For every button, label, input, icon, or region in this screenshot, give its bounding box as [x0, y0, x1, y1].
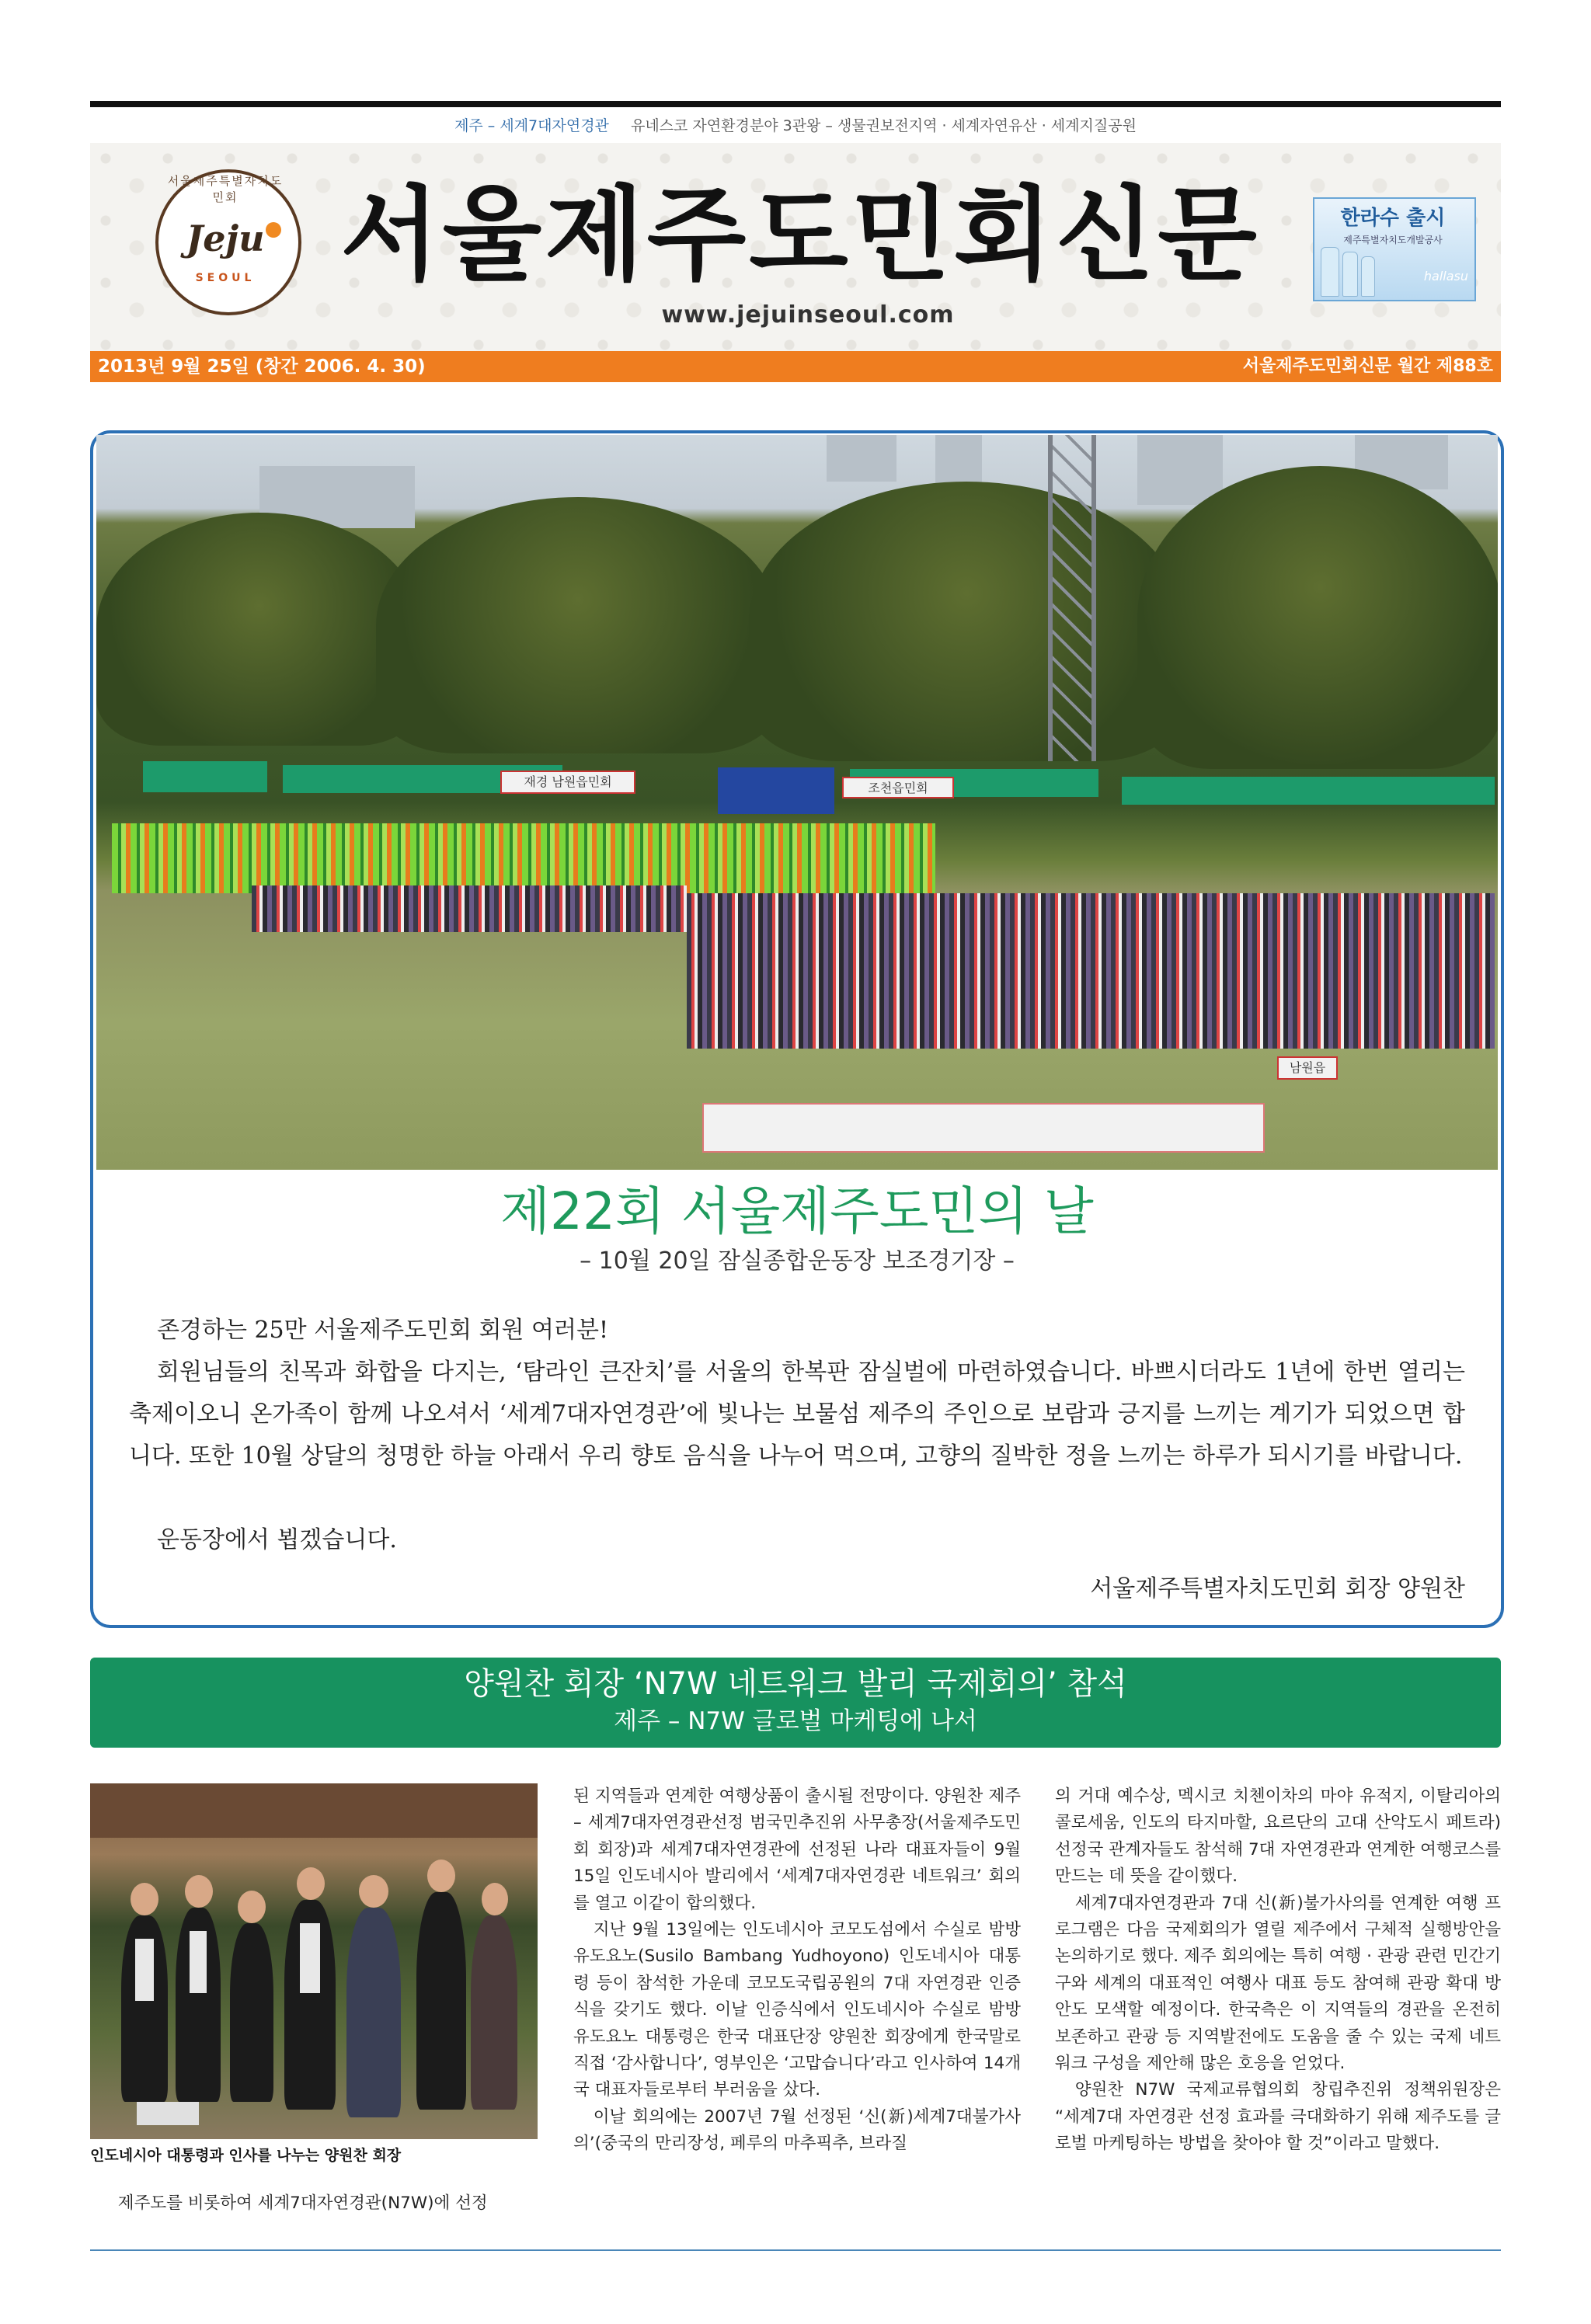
tent-shape [718, 767, 834, 814]
light-tower [1048, 435, 1096, 761]
shirt-shape [135, 1939, 154, 2001]
face-shape [238, 1891, 266, 1923]
article-paragraph: 세계7대자연경관과 7대 신(新)불가사의를 연계한 여행 프로그램은 다음 국제회의가 열릴 제주에서 구체적 실행방안을 논의하기로 했다. 제주 회의에는 특히 여행 · 관광 관련 민간기구와 세계의 대표적인 여행사 대표 등도 참여해 관광 확대 방안도 모색할 예정이다. 한국측은 이 지역들의 경관을 온전히 보존하고 관광 등 지역발전에도 도움을 줄 수 있는 국제 네트워크 구성을 제안해 많은 호응을 얻었다. [1055, 1893, 1501, 2074]
crowd-shape [112, 823, 935, 893]
article-column-3 [1055, 1783, 1501, 2158]
projector-shape [137, 2102, 199, 2125]
signature: 서울제주특별자치도민회 회장 양원찬 [1090, 1575, 1465, 1602]
tree-shape [749, 482, 1184, 761]
face-shape [427, 1860, 455, 1892]
bottle-icon [1321, 247, 1339, 297]
photo-banner: 남원읍 [1277, 1056, 1338, 1080]
newspaper-title: 서울제주도민회신문 [340, 175, 1260, 295]
tent-shape [1122, 777, 1495, 805]
tree-shape [96, 513, 423, 746]
bottle-icon [1361, 256, 1375, 297]
top-rule [90, 101, 1501, 107]
tree-shape [376, 497, 780, 753]
logo-seoul: SEOUL [195, 272, 256, 284]
closing-line: 운동장에서 뵙겠습니다. [157, 1526, 397, 1553]
shirt-shape [300, 1923, 320, 1993]
person-shape [346, 1908, 401, 2117]
article-headline: 양원찬 회장 ‘N7W 네트워크 발리 국제회의’ 참석 [464, 1666, 1127, 1702]
feature-subtitle: – 10월 20일 잠실종합운동장 보조경기장 – [580, 1247, 1015, 1275]
tent-shape [143, 761, 267, 792]
person-shape [471, 1915, 517, 2110]
article-paragraph: 된 지역들과 연계한 여행상품이 출시될 전망이다. 양원찬 제주 – 세계7대자연경관선정 범국민추진위 사무총장(서울제주도민회 회장)과 세계7대자연경관에 선정된 나라 대표자들이 9월 15일 인도네시아 발리에서 ‘세계7대자연경관 네트워크’ 회의를 열고 이같이 합의했다. [573, 1786, 1021, 1913]
photo-banner: 재경 남원읍민회 [500, 771, 635, 794]
website-url: www.jejuinseoul.com [661, 301, 955, 329]
tagline-primary: 제주 – 세계7대자연경관 [454, 117, 609, 134]
article-paragraph: 양원찬 N7W 국제교류협의회 창립추진위 정책위원장은 “세계7대 자연경관 선정 효과를 극대화하기 위해 제주도를 글로벌 마케팅하는 방법을 찾아야 할 것”이라고 말했다. [1055, 2080, 1501, 2154]
tagline [90, 112, 1501, 140]
field-banner [702, 1103, 1265, 1153]
ad-brand: hallasu [1423, 269, 1468, 284]
building-shape [1137, 435, 1223, 505]
bali-meeting-photo [90, 1783, 538, 2139]
photo-caption: 인도네시아 대통령과 인사를 나누는 양원찬 회장 [90, 2147, 402, 2164]
article-paragraph: 의 거대 예수상, 멕시코 치첸이차의 마야 유적지, 이탈리아의 콜로세움, 인도의 타지마할, 요르단의 고대 산악도시 페트라) 선정국 관계자들도 참석해 7대 자연경관과 연계한 여행코스를 만드는 데 뜻을 같이했다. [1055, 1786, 1501, 1887]
ad-subtitle: 제주특별자치도개발공사 [1343, 235, 1443, 245]
feature-paragraph: 회원님들의 친목과 화합을 다지는, ‘탐라인 큰잔치’를 서울의 한복판 잠실벌에 마련하였습니다. 바쁘시더라도 1년에 한번 열리는 축제이오니 온가족이 함께 나오셔서 ‘세계7대자연경관’에 빛나는 보물섬 제주의 주인으로 보람과 긍지를 느끼는 계기가 되었으면 합니다. 또한 10월 상달의 청명한 하늘 아래서 우리 향토 음식을 나누어 먹으며, 고향의 질박한 정을 느끼는 하루가 되시기를 바랍니다. [129, 1359, 1465, 1470]
photo-banner: 조천읍민회 [842, 777, 954, 798]
face-shape [131, 1883, 158, 1915]
article-column-2 [573, 1783, 1021, 2158]
building-shape [827, 435, 896, 482]
article-column-1 [98, 2190, 536, 2217]
face-shape [359, 1875, 388, 1908]
tree-shape [1137, 466, 1498, 769]
person-shape [416, 1892, 466, 2110]
bottom-rule [90, 2249, 1501, 2251]
logo-orange-icon [266, 222, 281, 238]
article-paragraph: 제주도를 비롯하여 세계7대자연경관(N7W)에 선정 [117, 2194, 488, 2213]
logo-ring-text: 서울제주특별자치도민회 [167, 174, 284, 204]
ad-title: 한라수 출시 [1340, 207, 1446, 230]
tagline-secondary: 유네스코 자연환경분야 3관왕 – 생물권보전지역 · 세계자연유산 · 세계지질공원 [630, 117, 1137, 134]
article-subheadline: 제주 – N7W 글로벌 마케팅에 나서 [614, 1707, 977, 1735]
face-shape [297, 1867, 325, 1900]
article-paragraph: 이날 회의에는 2007년 7월 선정된 ‘신(新)세계7대불가사의’(중국의 만리장성, 페루의 마추픽추, 브라질 [573, 2107, 1021, 2154]
person-shape [230, 1923, 273, 2102]
shirt-shape [190, 1931, 207, 1993]
face-shape [482, 1883, 508, 1915]
stadium-event-photo [96, 435, 1498, 1170]
article-paragraph: 지난 9월 13일에는 인도네시아 코모도섬에서 수실로 밤방 유도요노(Susilo Bambang Yudhoyono) 인도네시아 대통령 등이 참석한 가운데 코모도국립공원의 7대 자연경관 인증식을 갖기도 했다. 이날 인증식에서 인도네시아 수실로 밤방 유도요노 대통령은 한국 대표단장 양원찬 회장에게 한국말로 직접 ‘감사합니다’, 영부인은 ‘고맙습니다’라고 인사하여 14개국 대표자들로부터 부러움을 샀다. [573, 1920, 1021, 2100]
issue-number: 서울제주도민회신문 월간 제88호 [1242, 357, 1493, 376]
crowd-shape [252, 885, 687, 932]
greeting-line: 존경하는 25만 서울제주도민회 회원 여러분! [157, 1317, 609, 1344]
crowd-shape [687, 893, 1495, 1049]
logo-word: Jeju [186, 217, 265, 259]
bottle-icon [1342, 252, 1358, 297]
face-shape [185, 1875, 213, 1908]
pavilion-roof [90, 1783, 538, 1838]
issue-date: 2013년 9월 25일 (창간 2006. 4. 30) [98, 357, 426, 377]
feature-title: 제22회 서울제주도민의 날 [500, 1181, 1094, 1241]
